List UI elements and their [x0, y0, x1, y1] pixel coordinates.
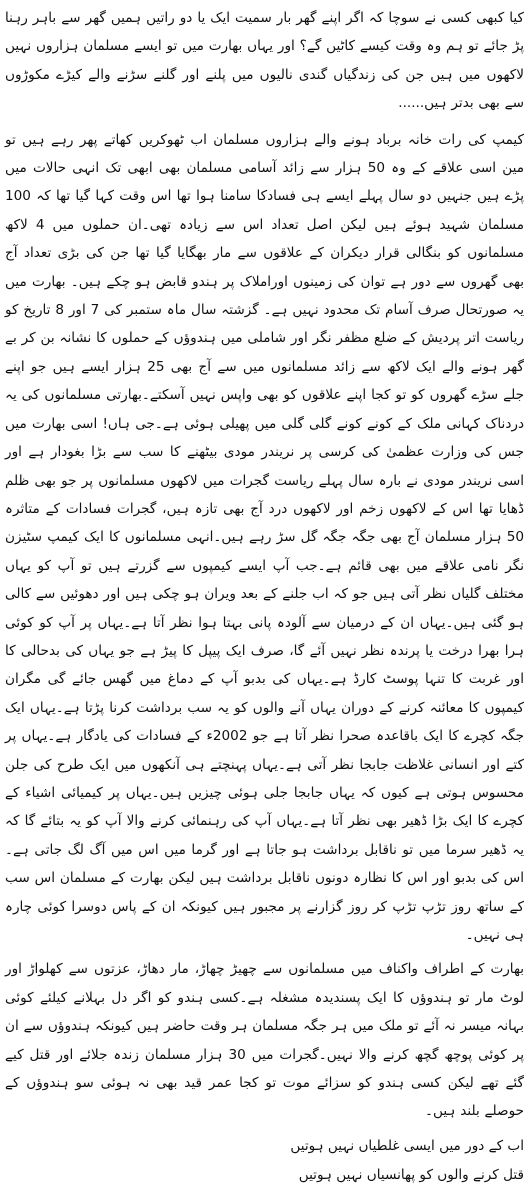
couplet-line-1: اب کے دور میں ایسی غلطیاں نہیں ہوتیں: [290, 1137, 524, 1154]
intro-paragraph: کیا کبھی کسی نے سوچا کہ اگر اپنے گھر بار سمیت ایک یا دو راتیں ہمیں گھر سے باہر رہنا پڑ جائے تو ہم وہ وقت کیسے کاٹیں گے؟ اور یہاں بھارت میں تو ایسے مسلمان ہزاروں نہیں لاکھوں میں ہیں جن کی زندگیاں گندی نالیوں میں پلنے اور گلنے سڑنے والے کیڑے مکوڑوں سے بھی بدتر ہیں......: [5, 10, 524, 112]
couplet-line-2: قتل کرنے والوں کو پھانسیاں نہیں ہوتیں: [298, 1166, 524, 1183]
body-paragraph-gujarat: بھارت کے اطراف واکناف میں مسلمانوں سے چھیڑ چھاڑ، مار دھاڑ، عزتوں سے کھلواڑ اور لوٹ مار تو ہندوؤں کا ایک پسندیدہ مشغلہ ہے۔کسی ہندو کو اگر دل بہلانے کیلئے کوئی بہانہ میسر نہ آئے تو ملک میں ہر جگہ مسلمان ہر وقت حاضر ہیں کیونکہ ہندوؤں سے ان پر کوئی پوچھ گچھ کرنے والا نہیں۔گجرات میں 30 ہزار مسلمان زندہ جلائے اور قتل کیے گئے تھے لیکن کسی ہندو کو سزائے موت تو کجا عمر قید بھی نہ ہوئی سو ہندوؤں کے حوصلے بلند ہیں۔: [5, 961, 525, 1120]
closing-couplet: [100, 1132, 524, 1190]
body-paragraph-camps: کیمپ کی رات خانہ برباد ہونے والے ہزاروں مسلمان اب ٹھوکریں کھاتے پھر رہے ہیں تو مین اسی علاقے کے وہ 50 ہزار سے زائد آسامی مسلمان بھی ابھی تک انہی حالات میں پڑے ہیں جنہیں دو سال پہلے ایسے ہی فسادکا سامنا ہوا تھا اس وقت کہا گیا تھا کہ 100 مسلمان شہید ہوئے ہیں لیکن اصل تعداد اس سے زیادہ تھی۔ان حملوں میں 4 لاکھ مسلمانوں کو بنگالی قرار دیکران کے علاقوں سے مار بھگایا گیا تھا جن کی بڑی تعداد آج بھی گھروں سے دور ہے توان کی زمینوں اوراملاک پر ہندو قابض ہو چکے ہیں۔ بھارت میں یہ صورتحال صرف آسام تک محدود نہیں ہے۔ گزشتہ سال ماہ ستمبر کی 7 اور 8 تاریخ کو ریاست اتر پردیش کے ضلع مظفر نگر اور شاملی میں ہندوؤں کے حملوں کا نشانہ بن کر بے گھر ہونے والے ایک لاکھ سے زائد مسلمانوں میں سے آج بھی 25 ہزار ایسے ہیں جو اپنے جلے سڑے گھروں کو تو کجا اپنے علاقوں کو بھی واپس نہیں آسکتے۔بھارتی مسلمانوں کی یہ دردناک کہانی ملک کے کونے کونے گلی گلی میں پھیلی ہوئی ہے۔جی ہاں! اسی بھارت میں جس کی وزارت عظمیٰ کی کرسی پر نریندر مودی بیٹھنے کا سب سے بڑا بغودار ہے اور اسی نریندر مودی نے بارہ سال پہلے ریاست گجرات میں لاکھوں مسلمانوں پر جو بھی ظلم ڈھایا تھا اس کے لاکھوں زخم اور لاکھوں درد آج بھی تازہ ہیں، گجرات فسادات کے متاثرہ 50 ہزار مسلمان آج بھی جگہ جگہ گل سڑ رہے ہیں۔انہی مسلمانوں کا ایک کیمپ سٹیزن نگر نامی علاقے میں بھی قائم ہے۔جب آپ ایسے کیمپوں سے گزرتے ہیں تو آپ کو یہاں مختلف گلیاں نظر آتی ہیں جو کہ اب جلنے کے بعد ویران ہو چکی ہیں اور دھوئیں سے کالی ہو گئی ہیں۔یہاں ان کے درمیان سے آلودہ پانی بہتا ہوا نظر آتا ہے۔یہاں پر آپ کو کوئی ہرا بھرا درخت یا پرندہ نظر نہیں آئے گا، صرف ایک پیپل کا پیڑ ہے جو یہاں کی بدحالی کا اور غربت کا تنہا پوسٹ کارڈ ہے۔یہاں کی بدبو آپ کے دماغ میں گھس جائے گی مگران کیمپوں کا معائنہ کرنے کے دوران یہاں آنے والوں کو یہ سب برداشت کرنا پڑتا ہے۔یہاں ایک جگہ کچرے کا ایک باقاعدہ صحرا نظر آتا ہے جو 2002ء کے فسادات کی یادگار ہے۔یہاں پر کتے اور انسانی غلاظت جابجا نظر آتی ہے۔یہاں پہنچتے ہی آنکھوں میں ایک طرح کی جلن محسوس ہوتی ہے کیوں کہ یہاں جابجا جلی ہوئی چیزیں ہیں۔یہاں پر کیمیائی اشیاء کے کچرے کا ایک بڑا ڈھیر بھی نظر آتا ہے۔یہاں آپ کی رہنمائی کرنے والا آپ کو یہ بتائے گا کہ یہ ڈھیر سرما میں تو ناقابل برداشت ہو جاتا ہے اور گرما میں اس میں آگ لگ جاتی ہے۔اس کی بدبو اور اس کا نظارہ دونوں ناقابل برداشت ہیں لیکن بھارت کے مسلمان اس سب کے ساتھ روز تڑپ تڑپ کر روز گزارنے پر مجبور ہیں کیونکہ ان کے پاس دوسرا کوئی چارہ ہی نہیں۔: [5, 131, 525, 943]
